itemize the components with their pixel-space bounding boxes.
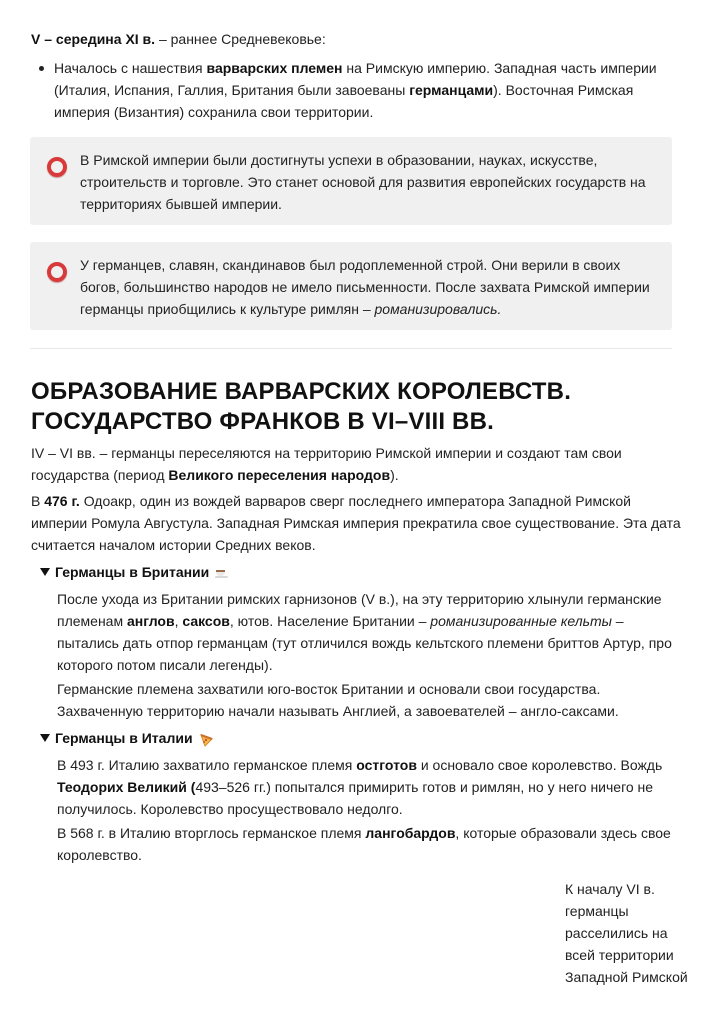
callout-text-italic: романизировались. [374,301,502,317]
red-ring-icon [47,262,67,282]
callout-box [30,137,672,225]
details-toggle-italy[interactable] [40,727,213,749]
bullet-dot-icon [39,66,44,71]
details-paragraph [57,588,677,676]
paragraph-bold: лангобардов [365,825,456,841]
details-paragraph [57,822,677,866]
paragraph-text: , [174,613,183,629]
callout-text-plain: У германцев, славян, скандинавов был родоплеменной строй. Они верили в своих богов, большинство народов не имело письменности. После захвата Римской империи германцы приобщились к культуре римлян – [80,257,650,317]
bullet-text: Началось с нашествия [54,60,207,76]
paragraph-text: , ютов. Население Британии – [229,613,431,629]
bullet-list [39,57,679,123]
paragraph-bold: 476 г. [44,493,80,509]
paragraph-bold: остготов [356,757,417,773]
pizza-slice-icon [199,731,213,745]
callout-text: В Римской империи были достигнуты успехи в образовании, науках, искусстве, строительств и торговле. Это станет основой для развития европейских государств на территориях бывшей империи. [80,152,646,212]
paragraph-italic: романизированные кельты [430,613,612,629]
paragraph-text: После ухода из Британии римских гарнизонов (V в.), на эту территорию хлынули германские племенам [57,591,662,629]
red-ring-icon [47,157,67,177]
bullet-bold: варварских племен [206,60,343,76]
section-heading: ОБРАЗОВАНИЕ ВАРВАРСКИХ КОРОЛЕВСТВ. ГОСУДАРСТВО ФРАНКОВ В VI–VIII ВВ. [31,378,572,435]
paragraph-text: 493–526 гг.) попытался примирить готов и римлян, но у него ничего не получилось. Королевство просуществовало недолго. [57,779,654,817]
paragraph-text: В 568 г. в Италию вторглось германское племя [57,825,366,841]
paragraph-text: , которые образовали здесь свое королевство. [57,825,671,863]
paragraph-text: и основало свое королевство. Вождь [416,757,663,773]
period-intro-rest: – раннее Средневековье: [155,31,326,47]
section-divider [30,348,672,349]
paragraph-text: В 493 г. Италию захватило германское племя [57,757,357,773]
details-title: Германцы в Британии [55,564,210,580]
details-toggle-britain[interactable] [40,561,228,583]
period-intro-bold: V – середина XI в. [31,31,156,47]
paragraph-text: Одоакр, один из вождей варваров сверг последнего императора Западной Римской империи Ромула Августула. Западная Римская империя прекратила свое существование. Эта дата считается началом истории Средних веков. [31,493,681,553]
bullet-bold: германцами [409,82,494,98]
bullet-text: на Римскую империю. Западная часть империи (Италия, Испания, Галлия, Британия были завоеваны [54,60,657,98]
coffee-cup-icon [215,568,228,578]
paragraph-bold: англов [126,613,175,629]
paragraph [31,442,681,486]
disclosure-triangle-icon [40,734,50,742]
list-item [39,57,679,123]
details-paragraph [57,754,677,820]
details-paragraph [57,678,677,722]
paragraph-text: В [31,493,45,509]
side-note: К началу VI в. германцы расселились на всей территории Западной Римской [565,881,688,985]
paragraph-text: ). [390,467,399,483]
bullet-text: ). Восточная Римская империя (Византия) сохранила свои территории. [54,82,634,120]
details-title: Германцы в Италии [55,730,193,746]
period-intro [31,28,681,50]
paragraph [31,490,681,556]
callout-box [30,242,672,330]
paragraph-text: Германские племена захватили юго-восток Британии и основали свои государства. Захваченную территорию начали называть Англией, а завоевателей – англо-саксами. [57,681,619,719]
paragraph-text: – пытались дать отпор германцам (тут отличился вождь кельтского племени бриттов Артур, про которого потом писали легенды). [57,613,672,673]
paragraph-bold: саксов [182,613,230,629]
paragraph-bold: Великого переселения народов [168,467,391,483]
paragraph-text: IV – VI вв. – германцы переселяются на территорию Римской империи и создают там свои государства (период [31,445,622,483]
disclosure-triangle-icon [40,568,50,576]
callout-text [80,254,658,320]
paragraph-bold: Теодорих Великий ( [57,779,196,795]
